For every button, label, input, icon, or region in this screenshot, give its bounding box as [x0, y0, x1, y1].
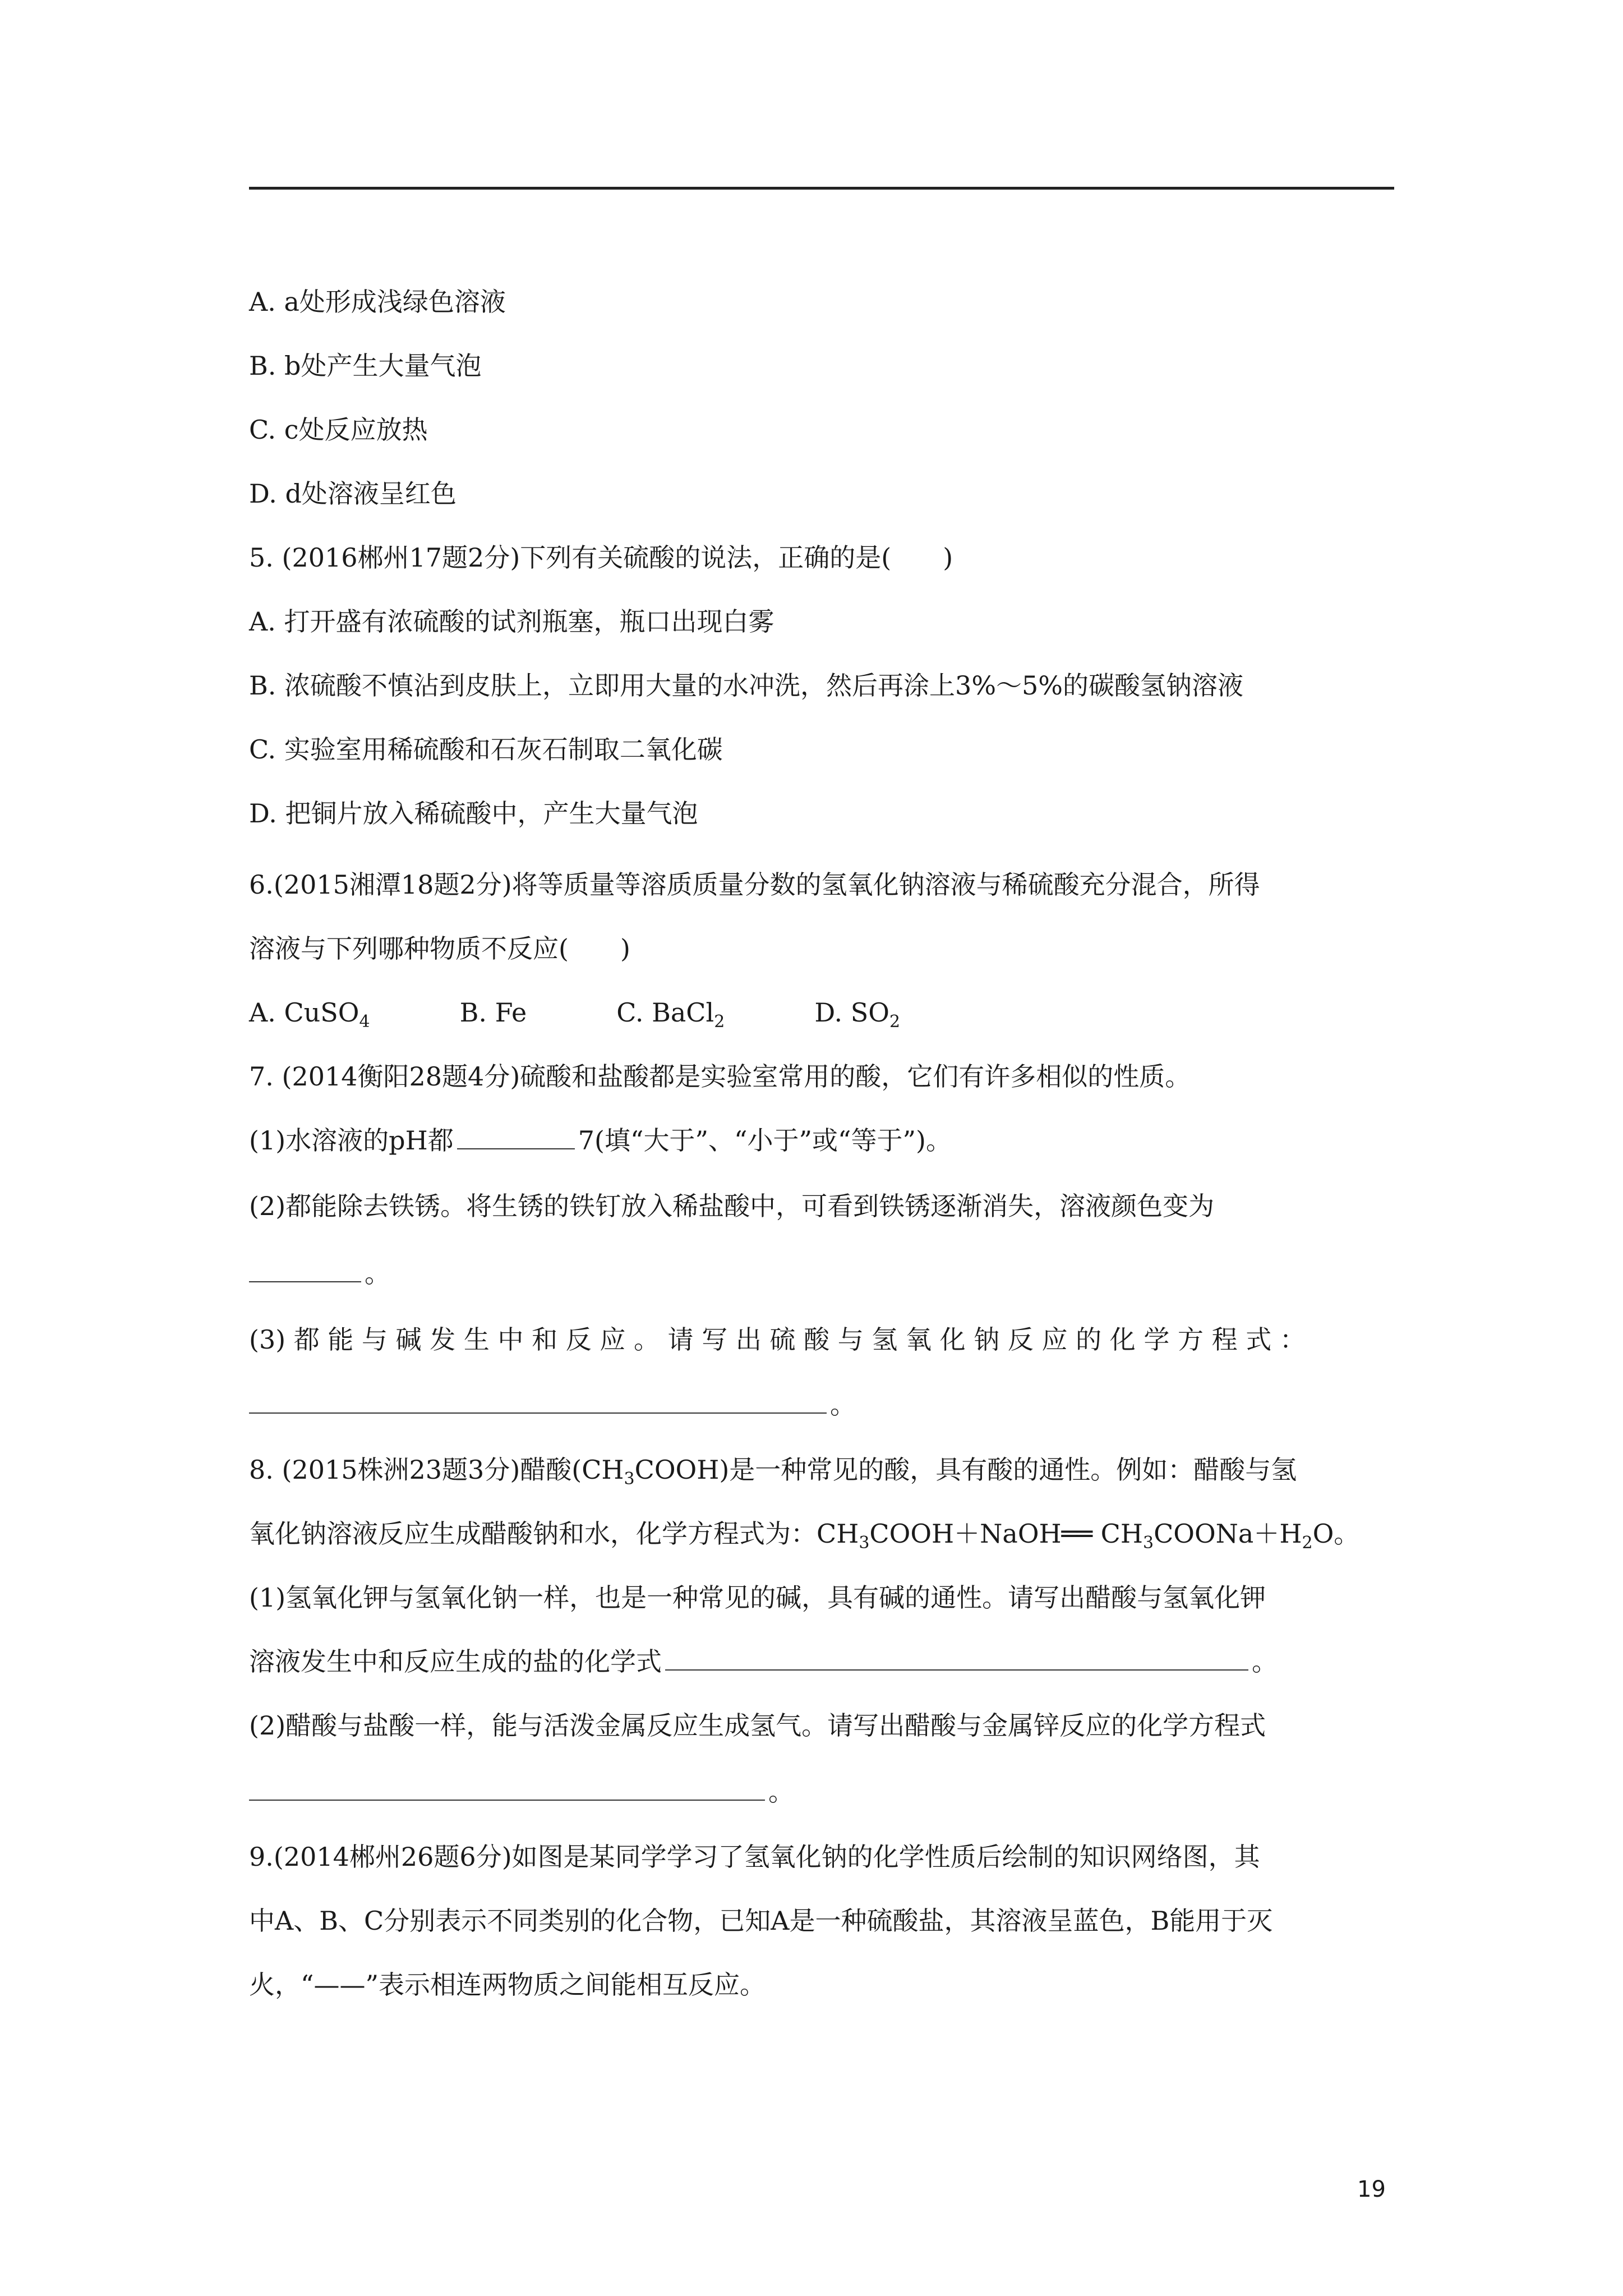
q5-stem: 5. (2016郴州17题2分)下列有关硫酸的说法，正确的是( )	[249, 542, 953, 573]
q4-option-d: D. d处溶液呈红色	[249, 478, 457, 509]
q6-option-c: C. BaCl$_2$	[616, 997, 725, 1032]
q5-option-a: A. 打开盛有浓硫酸的试剂瓶塞，瓶口出现白雾	[249, 606, 774, 637]
q7-part2-line1: (2)都能除去铁锈。将生锈的铁钉放入稀盐酸中，可看到铁锈逐渐消失，溶液颜色变为	[249, 1191, 1215, 1221]
answer-blank[interactable]	[665, 1645, 1248, 1671]
q7-part3-line1: (3) 都 能 与 碱 发 生 中 和 反 应 。 请 写 出 硫 酸 与 氢 氧 化 钠 反 应 的 化 学 方 程 式 ：	[249, 1324, 1306, 1355]
q8-stem-line1: 8. (2015株洲23题3分)醋酸$(CH_3COOH)$是一种常见的酸，具有酸的通性。例如：醋酸与氢	[249, 1455, 1297, 1489]
q5-option-d: D. 把铜片放入稀硫酸中，产生大量气泡	[249, 798, 698, 829]
answer-blank[interactable]	[249, 1257, 361, 1282]
q5-option-b: B. 浓硫酸不慎沾到皮肤上，立即用大量的水冲洗，然后再涂上3%～5%的碳酸氢钠溶液	[249, 670, 1243, 701]
q9-stem-line3: 火，“——”表示相连两物质之间能相互反应。	[249, 1970, 766, 2000]
q6-stem-line2: 溶液与下列哪种物质不反应( )	[249, 933, 630, 964]
q7-part1: (1)水溶液的pH都 7(填“大于”、“小于”或“等于”)。	[249, 1124, 952, 1157]
page-number: 19	[1357, 2177, 1386, 2202]
header-rule	[249, 187, 1394, 190]
q8-part1-line1: (1)氢氧化钾与氢氧化钠一样，也是一种常见的碱，具有碱的通性。请写出醋酸与氢氧化钾	[249, 1582, 1266, 1613]
answer-blank[interactable]	[249, 1388, 827, 1414]
q8-part2-line1: (2)醋酸与盐酸一样，能与活泼金属反应生成氢气。请写出醋酸与金属锌反应的化学方程式	[249, 1710, 1266, 1741]
q9-stem-line2: 中A、B、C分别表示不同类别的化合物，已知A是一种硫酸盐，其溶液呈蓝色，B能用于灭	[249, 1906, 1273, 1936]
answer-blank[interactable]	[457, 1124, 575, 1149]
q6-options	[249, 996, 990, 1039]
q6-option-a: A. CuSO$_4$	[249, 997, 370, 1032]
q6-option-b: B. Fe	[459, 997, 527, 1028]
q5-option-c: C. 实验室用稀硫酸和石灰石制取二氧化碳	[249, 734, 723, 765]
answer-blank[interactable]	[249, 1775, 765, 1801]
q9-stem-line1: 9.(2014郴州26题6分)如图是某同学学习了氢氧化钠的化学性质后绘制的知识网络图，其	[249, 1842, 1260, 1872]
q8-part2-line2: 。	[249, 1775, 794, 1809]
q6-stem-line1: 6.(2015湘潭18题2分)将等质量等溶质质量分数的氢氧化钠溶液与稀硫酸充分混合，所得	[249, 869, 1260, 900]
q8-part1-line2: 溶液发生中和反应生成的盐的化学式 。	[249, 1645, 1278, 1678]
q7-stem: 7. (2014衡阳28题4分)硫酸和盐酸都是实验室常用的酸，它们有许多相似的性质。	[249, 1061, 1191, 1092]
q4-option-c: C. c处反应放热	[249, 415, 428, 445]
q7-part2-line2: 。	[249, 1257, 390, 1290]
q7-part3-line2: 。	[249, 1388, 856, 1421]
q6-option-d: D. $SO_2$	[814, 997, 901, 1032]
q4-option-a: A. a处形成浅绿色溶液	[249, 287, 506, 317]
q4-option-b: B. b处产生大量气泡	[249, 351, 482, 381]
q8-stem-line2: 氧化钠溶液反应生成醋酸钠和水，化学方程式为：$CH_3COOH+NaOH══$ $CH_3COONa+H_2O$。	[249, 1519, 1360, 1553]
